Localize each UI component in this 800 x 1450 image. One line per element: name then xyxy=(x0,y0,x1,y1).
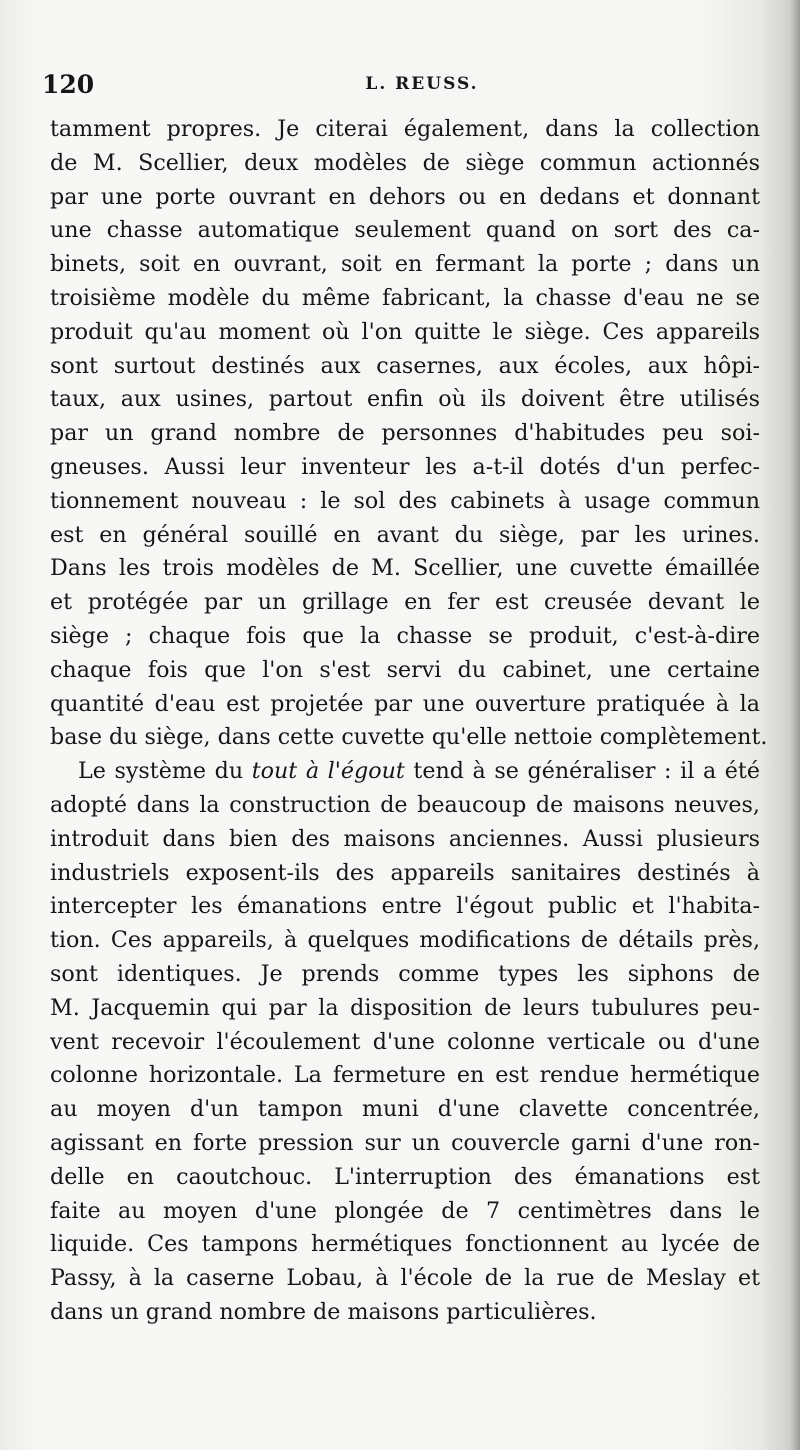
text-line: de M. Scellier, deux modèles de siège commun actionnés xyxy=(50,149,760,176)
page-number: 120 xyxy=(42,70,95,99)
text-line: par un grand nombre de personnes d'habitudes peu soi- xyxy=(50,420,760,447)
text-line: troisième modèle du même fabricant, la chasse d'eau ne se xyxy=(50,284,760,311)
running-head: L. REUSS. xyxy=(365,74,479,94)
text-line: intercepter les émanations entre l'égout public et l'habita- xyxy=(50,893,760,920)
text-line: gneuses. Aussi leur inventeur les a-t-il dotés d'un perfec- xyxy=(50,453,760,480)
page-header xyxy=(42,70,762,104)
text-line: industriels exposent-ils des appareils sanitaires destinés à xyxy=(50,859,760,886)
text-line: agissant en forte pression sur un couvercle garni d'une ron- xyxy=(50,1129,760,1156)
text-line: base du siège, dans cette cuvette qu'elle nettoie complètement. xyxy=(50,724,768,751)
text-line: chaque fois que l'on s'est servi du cabinet, une certaine xyxy=(50,656,760,683)
text-line: tion. Ces appareils, à quelques modifications de détails près, xyxy=(50,927,760,954)
text-line: produit qu'au moment où l'on quitte le siège. Ces appareils xyxy=(50,318,760,345)
text-line: quantité d'eau est projetée par une ouverture pratiquée à la xyxy=(50,690,760,717)
text-line: siège ; chaque fois que la chasse se produit, c'est-à-dire xyxy=(50,622,760,649)
text-line: dans un grand nombre de maisons particulières. xyxy=(50,1298,597,1325)
text-line: liquide. Ces tampons hermétiques fonctionnent au lycée de xyxy=(50,1231,760,1258)
text-run: tend à se généraliser : il a été xyxy=(404,758,760,785)
text-line: sont identiques. Je prends comme types les siphons de xyxy=(50,960,760,987)
text-line: est en général souillé en avant du siège, par les urines. xyxy=(50,521,760,548)
text-run: Le système du xyxy=(78,758,252,785)
italic-term: tout à l'égout xyxy=(251,758,405,785)
text-line: au moyen d'un tampon muni d'une clavette concentrée, xyxy=(50,1096,760,1123)
text-line: taux, aux usines, partout enfin où ils doivent être utilisés xyxy=(50,386,760,413)
paragraph-2 xyxy=(50,755,760,1330)
paragraph-1 xyxy=(50,113,768,755)
text-line: tionnement nouveau : le sol des cabinets à usage commun xyxy=(50,487,760,514)
text-line: Passy, à la caserne Lobau, à l'école de la rue de Meslay et xyxy=(50,1265,760,1292)
text-line: introduit dans bien des maisons anciennes. Aussi plusieurs xyxy=(50,825,760,852)
text-line: faite au moyen d'une plongée de 7 centimètres dans le xyxy=(50,1197,760,1224)
text-line: par une porte ouvrant en dehors ou en dedans et donnant xyxy=(50,183,760,210)
page-body xyxy=(50,113,768,1330)
paragraph-2-first-line xyxy=(50,755,760,789)
text-line: et protégée par un grillage en fer est creusée devant le xyxy=(50,589,760,616)
text-line: M. Jacquemin qui par la disposition de leurs tubulures peu- xyxy=(50,994,760,1021)
text-line: une chasse automatique seulement quand on sort des ca- xyxy=(50,217,760,244)
text-line: tamment propres. Je citerai également, dans la collection xyxy=(50,116,760,142)
text-line: Dans les trois modèles de M. Scellier, une cuvette émaillée xyxy=(50,555,760,582)
text-line: colonne horizontale. La fermeture en est rendue hermétique xyxy=(50,1062,760,1089)
text-line: adopté dans la construction de beaucoup de maisons neuves, xyxy=(50,791,760,818)
text-line: binets, soit en ouvrant, soit en fermant la porte ; dans un xyxy=(50,251,760,278)
text-line: delle en caoutchouc. L'interruption des émanations est xyxy=(50,1163,760,1190)
text-line: vent recevoir l'écoulement d'une colonne verticale ou d'une xyxy=(50,1028,760,1055)
text-line: sont surtout destinés aux casernes, aux écoles, aux hôpi- xyxy=(50,352,760,379)
